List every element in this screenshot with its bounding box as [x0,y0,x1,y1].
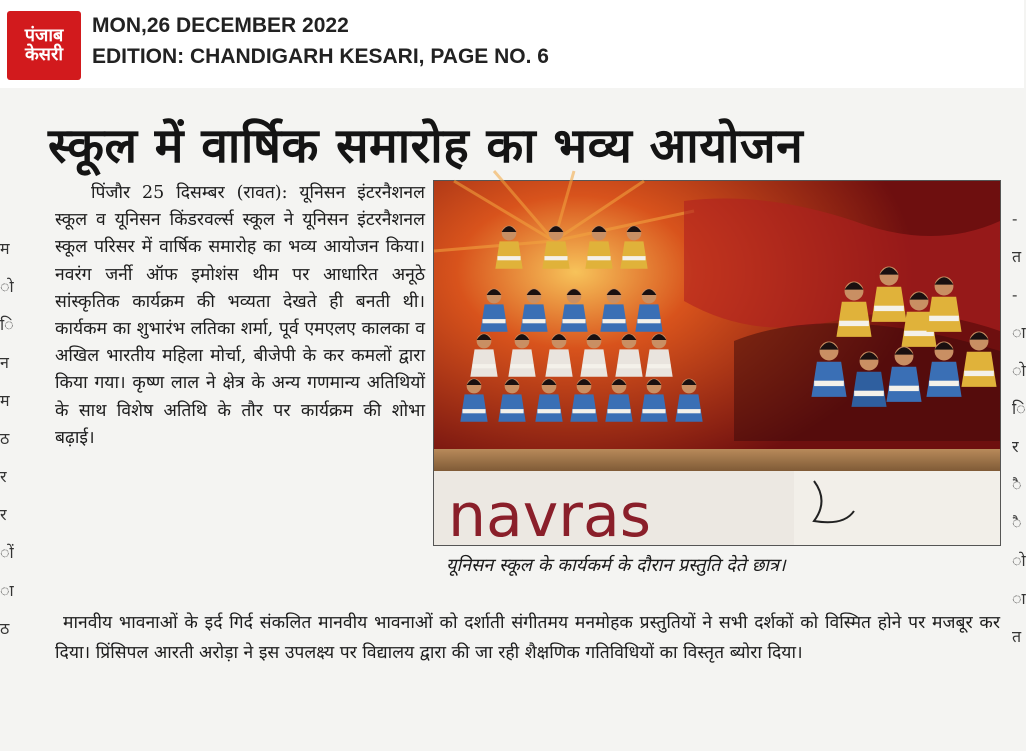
left-column-fragment [0,230,14,648]
edition-header [0,0,1024,88]
fragment-char: - [1012,285,1018,304]
fragment-char: र [1012,437,1019,456]
navras-banner: navras [448,481,651,551]
edition-name: EDITION: CHANDIGARH KESARI, PAGE NO. 6 [92,45,549,68]
article-paragraph-1: पिंजौर 25 दिसम्बर (रावत): यूनिसन इंटरनैशनल स्कूल व यूनिसन किंडरवर्ल्स स्कूल ने यूनिसन इंटरनैशनल स्कूल परिसर में वार्षिक समारोह का भव्य आयोजन किया। नवरंग जर्नी ऑफ इमोशंस थीम पर आधारित अनूठे सांस्कृतिक कार्यक्रम की भव्यता देखते ही बनती थी। कार्यकम का शुभारंभ लतिका शर्मा, पूर्व एमएलए कालका व अखिल भारतीय महिला मोर्चा, बीजेपी के कर कमलों द्वारा किया गया। कृष्ण लाल ने क्षेत्र के अन्य गणमान्य अतिथियों के साथ विशेष अतिथि के तौर पर कार्यक्रम की शोभा बढ़ाई। [55,183,425,448]
fragment-char: ों [0,543,14,562]
logo-line2: केसरी [24,43,64,65]
fragment-char: ठ [0,619,10,638]
fragment-char: त [1012,247,1022,266]
edition-date: MON,26 DECEMBER 2022 [92,14,349,37]
logo-line1: पंजाब [24,24,64,46]
fragment-char: ठ [0,429,10,448]
fragment-char: म [0,391,10,410]
fragment-char: ा [1012,323,1026,342]
article-continuation [55,608,1000,668]
right-column-fragment [1012,200,1024,656]
fragment-char: न [0,353,9,372]
fragment-char: ै [1012,475,1022,494]
article-headline: स्कूल में वार्षिक समारोह का भव्य आयोजन [48,118,804,174]
fragment-char: र [0,467,7,486]
fragment-char: ै [1012,513,1022,532]
stage-performance-image [434,181,1000,551]
fragment-char: ि [1012,399,1026,418]
fragment-char: - [1012,209,1018,228]
article-photo [433,180,1001,551]
fragment-char: ा [1012,589,1026,608]
article-paragraph-2: मानवीय भावनाओं के इर्द गिर्द संकलित मानवीय भावनाओं को दर्शाती संगीतमय मनमोहक प्रस्तुतियों ने सभी दर्शकों को विस्मित होने पर मजबूर कर दिया। प्रिंसिपल आरती अरोड़ा ने इस उपलक्ष्य पर विद्यालय द्वारा की जा रही शैक्षणिक गतिविधियों का विस्तृत ब्योरा दिया। [55,613,1000,663]
fragment-char: ो [0,277,14,296]
fragment-char: त [1012,627,1022,646]
photo-caption: यूनिसन स्कूल के कार्यकर्म के दौरान प्रस्तुति देते छात्र। [446,555,786,576]
fragment-char: ो [1012,361,1026,380]
article-body-column [55,180,425,452]
fragment-char: ो [1012,551,1026,570]
fragment-char: र [0,505,7,524]
fragment-char: ि [0,315,14,334]
fragment-char: म [0,239,10,258]
punjab-kesari-logo [7,11,81,80]
fragment-char: ा [0,581,14,600]
